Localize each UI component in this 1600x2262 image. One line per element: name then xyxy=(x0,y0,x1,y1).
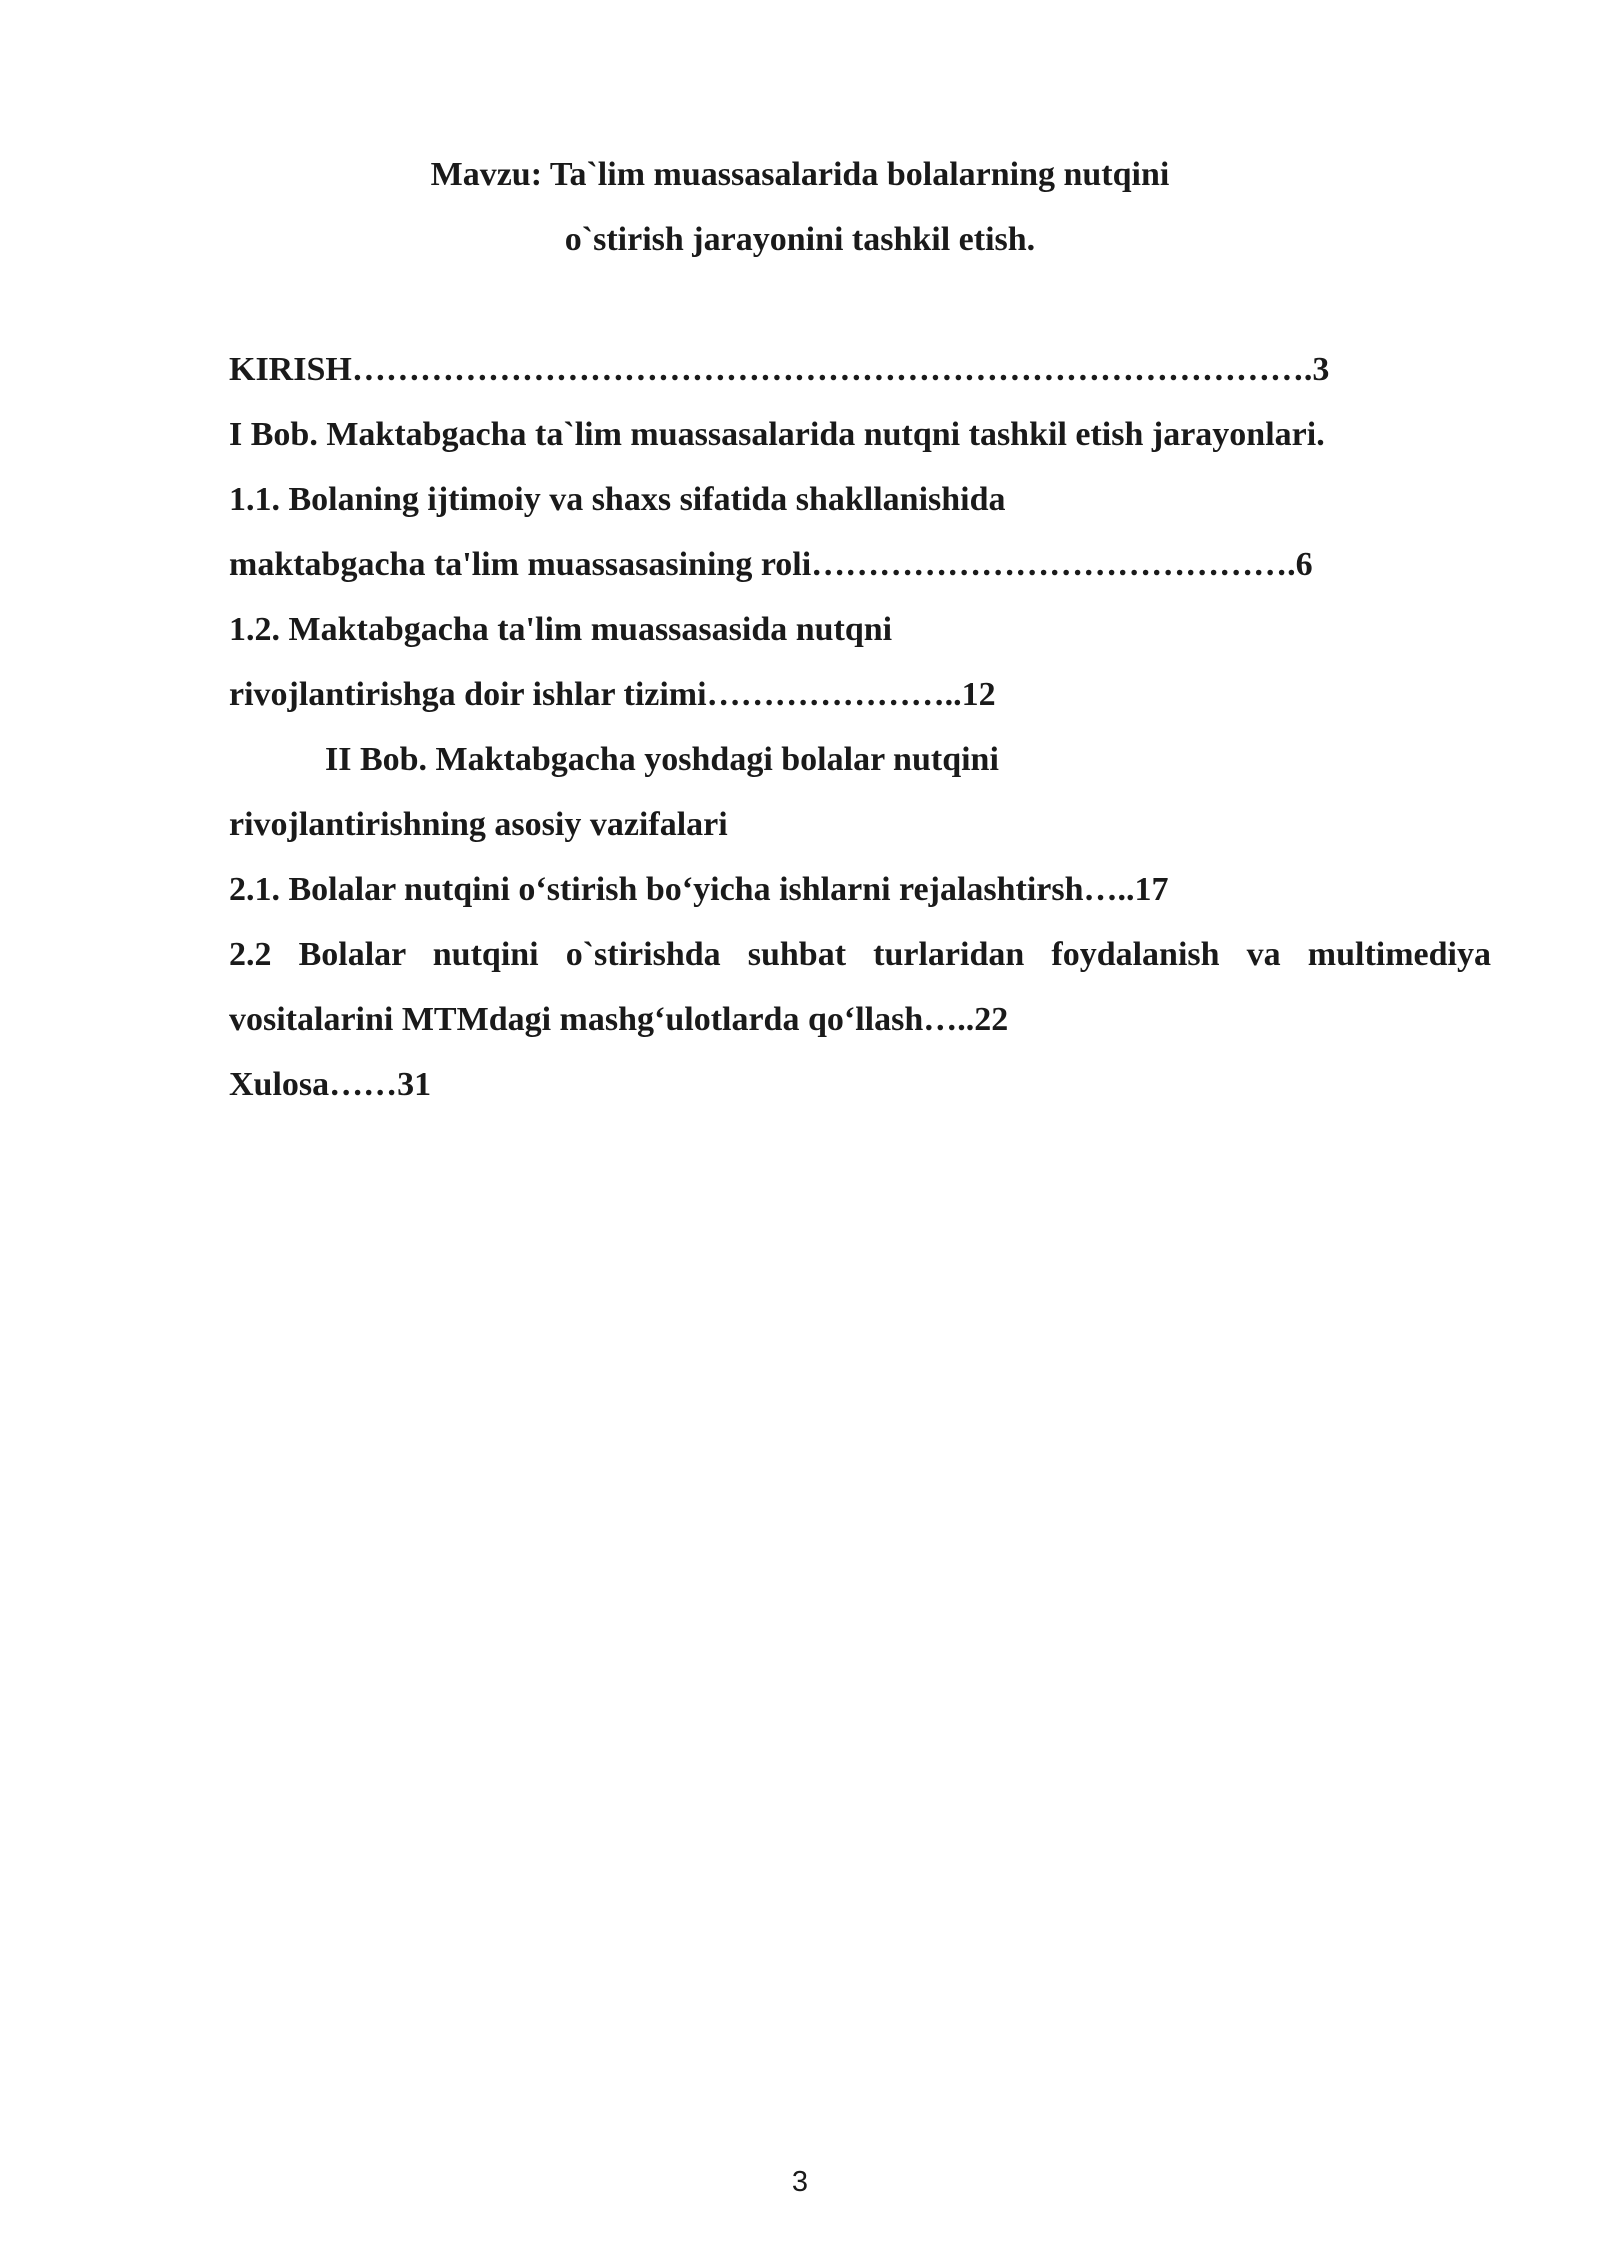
toc-entry-2-2-line-1: 2.2 Bolalar nutqini o`stirishda suhbat turlaridan foydalanish va multimediya xyxy=(229,936,1491,973)
toc-entry-2-1: 2.1. Bolalar nutqini o‘stirish bo‘yicha ishlarni rejalashtirsh…..17 xyxy=(229,871,1169,908)
toc-entry-chapter-1: I Bob. Maktabgacha ta`lim muassasalarida nutqni tashkil etish jarayonlari. xyxy=(229,416,1325,453)
toc-entry-xulosa: Xulosa……31 xyxy=(229,1066,432,1103)
toc-entry-1-2-line-1: 1.2. Maktabgacha ta'lim muassasasida nutqni xyxy=(229,611,893,648)
toc-entry-chapter-2-line-1: II Bob. Maktabgacha yoshdagi bolalar nutqini xyxy=(325,741,999,778)
page-number: 3 xyxy=(791,2166,809,2198)
toc-entry-2-2-line-2: vositalarini MTMdagi mashg‘ulotlarda qo‘llash…..22 xyxy=(229,1001,1009,1038)
toc-entry-chapter-2-line-2: rivojlantirishning asosiy vazifalari xyxy=(229,806,728,843)
toc-entry-kirish: KIRISH………………………………………………………………………….3 xyxy=(229,351,1330,388)
toc-entry-1-1-line-1: 1.1. Bolaning ijtimoiy va shaxs sifatida shakllanishida xyxy=(229,481,1006,518)
document-title-line-1: Mavzu: Ta`lim muassasalarida bolalarning nutqini xyxy=(430,156,1170,193)
toc-entry-1-2-line-2: rivojlantirishga doir ishlar tizimi…………………..12 xyxy=(229,676,996,713)
toc-entry-1-1-line-2: maktabgacha ta'lim muassasasining roli…………………………………….6 xyxy=(229,546,1313,583)
document-title-line-2: o`stirish jarayonini tashkil etish. xyxy=(564,221,1036,258)
